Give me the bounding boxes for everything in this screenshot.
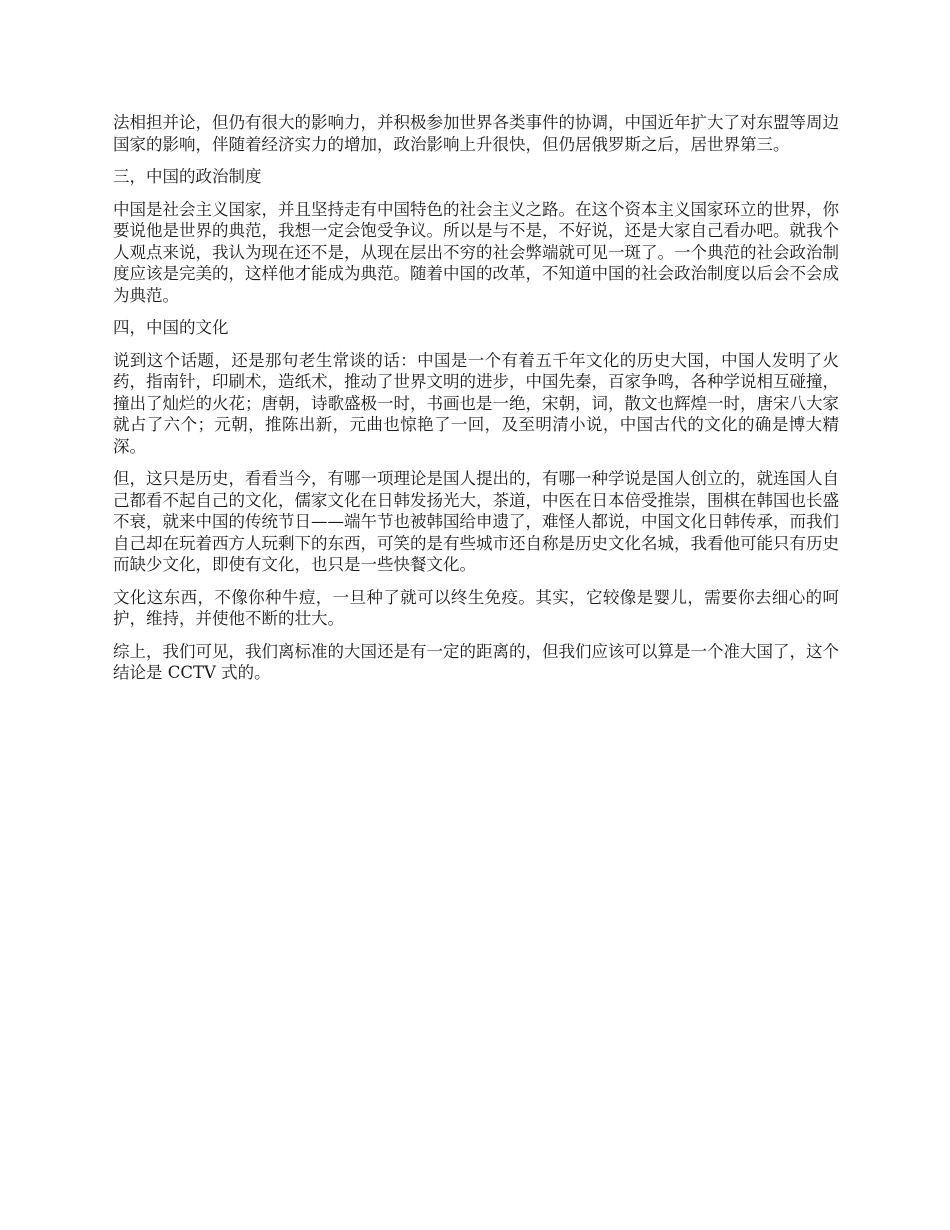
paragraph-political-system: 中国是社会主义国家，并且坚持走有中国特色的社会主义之路。在这个资本主义国家环立的世界，你要说他是世界的典范，我想一定会饱受争议。所以是与不是，不好说，还是大家自己看办吧。就我个人观点来说，我认为现在还不是，从现在层出不穷的社会弊端就可见一斑了。一个典范的社会政治制度应该是完美的，这样他才能成为典范。随着中国的改革，不知道中国的社会政治制度以后会不会成为典范。 — [113, 199, 839, 305]
paragraph-conclusion: 综上，我们可见，我们离标准的大国还是有一定的距离的，但我们应该可以算是一个准大国了，这个结论是 CCTV 式的。 — [113, 641, 839, 682]
document-body — [113, 112, 839, 695]
paragraph-culture-care: 文化这东西，不像你种牛痘，一旦种了就可以终生免疫。其实，它较像是婴儿，需要你去细心的呵护，维持，并使他不断的壮大。 — [113, 587, 839, 628]
section-heading-culture: 四，中国的文化 — [113, 318, 229, 337]
paragraph-culture-history: 说到这个话题，还是那句老生常谈的话：中国是一个有着五千年文化的历史大国，中国人发明了火药，指南针，印刷术，造纸术，推动了世界文明的进步，中国先秦，百家争鸣，各种学说相互碰撞，撞出了灿烂的火花；唐朝，诗歌盛极一时，书画也是一绝，宋朝，词，散文也辉煌一时，唐宋八大家就占了六个；元朝，推陈出新，元曲也惊艳了一回，及至明清小说，中国古代的文化的确是博大精深。 — [113, 350, 839, 456]
section-heading-political-system: 三，中国的政治制度 — [113, 167, 262, 186]
paragraph-political-influence: 法相担并论，但仍有很大的影响力，并积极参加世界各类事件的协调，中国近年扩大了对东盟等周边国家的影响，伴随着经济实力的增加，政治影响上升很快，但仍居俄罗斯之后，居世界第三。 — [113, 113, 839, 154]
paragraph-culture-today: 但，这只是历史，看看当今，有哪一项理论是国人提出的，有哪一种学说是国人创立的，就连国人自己都看不起自己的文化，儒家文化在日韩发扬光大，茶道，中医在日本倍受推崇，围棋在韩国也长盛不衰，就来中国的传统节日——端午节也被韩国给申遗了，难怪人都说，中国文化日韩传承，而我们自己却在玩着西方人玩剩下的东西，可笑的是有些城市还自称是历史文化名城，我看他可能只有历史而缺少文化，即使有文化，也只是一些快餐文化。 — [113, 469, 839, 574]
